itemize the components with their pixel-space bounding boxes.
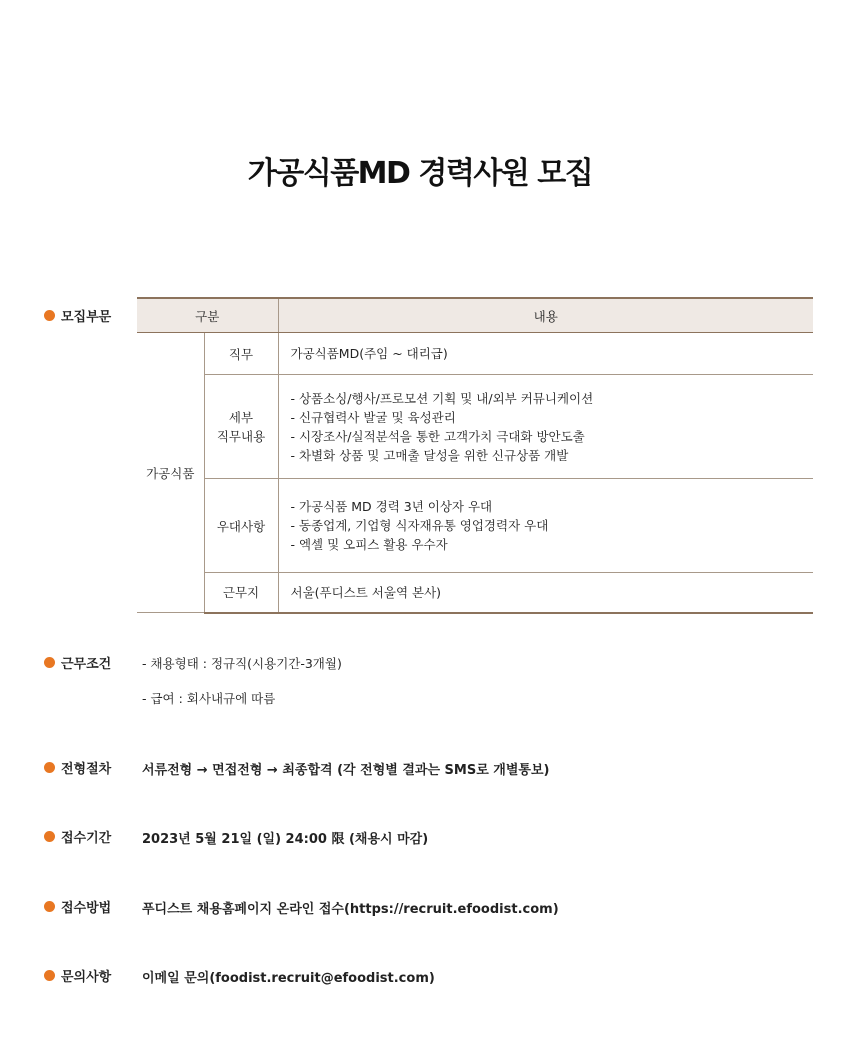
table-header-category: 구분 xyxy=(137,298,278,333)
table-row-label: 근무지 xyxy=(204,573,278,613)
table-header-row xyxy=(137,298,813,333)
period-label xyxy=(44,826,111,846)
bullet-dot-icon xyxy=(44,901,55,912)
table-row xyxy=(137,375,813,479)
period-value: 2023년 5월 21일 (일) 24:00 限 (채용시 마감) xyxy=(142,832,429,847)
table-row-content: 가공식품MD(주임 ~ 대리급) xyxy=(278,333,813,375)
method-label-text: 접수방법 xyxy=(61,900,112,916)
content-line: - 가공식품 MD 경력 3년 이상자 우대 xyxy=(290,499,493,514)
table-row-label: 우대사항 xyxy=(204,479,278,573)
bullet-dot-icon xyxy=(44,762,55,773)
page-title: 가공식품MD 경력사원 모집 xyxy=(247,156,593,191)
content-line: - 신규협력사 발굴 및 육성관리 xyxy=(290,409,456,425)
process-label xyxy=(44,757,111,777)
contact-value: 이메일 문의(foodist.recruit@efoodist.com) xyxy=(142,971,435,986)
table-row xyxy=(137,333,813,375)
table-row-label xyxy=(204,375,278,479)
label-line: 직무내용 xyxy=(216,428,266,444)
recruit-section-label xyxy=(44,305,111,325)
table-row xyxy=(137,573,813,613)
table-row-label: 직무 xyxy=(204,333,278,375)
recruit-section-label-text: 모집부문 xyxy=(61,309,112,325)
contact-label xyxy=(44,965,111,985)
process-value: 서류전형 → 면접전형 → 최종합격 (각 전형별 결과는 SMS로 개별통보) xyxy=(142,763,550,778)
work-conditions-label xyxy=(44,652,111,672)
bullet-dot-icon xyxy=(44,657,55,668)
bullet-dot-icon xyxy=(44,970,55,981)
table-row-content xyxy=(278,479,813,573)
content-line: - 차별화 상품 및 고매출 달성을 위한 신규상품 개발 xyxy=(290,447,569,463)
table-row xyxy=(137,479,813,573)
employment-type-text: - 채용형태 : 정규직(시용기간-3개월) xyxy=(142,656,342,671)
process-label-text: 전형절차 xyxy=(61,761,112,777)
bullet-dot-icon xyxy=(44,310,55,321)
table-row-content: 서울(푸디스트 서울역 본사) xyxy=(278,573,813,613)
salary-text: - 급여 : 회사내규에 따름 xyxy=(142,691,276,706)
content-line: - 상품소싱/행사/프로모션 기획 및 내/외부 커뮤니케이션 xyxy=(290,390,594,406)
table-row-content xyxy=(278,375,813,479)
job-table xyxy=(137,297,813,614)
content-line: - 엑셀 및 오피스 활용 우수자 xyxy=(290,537,448,552)
method-value: 푸디스트 채용홈페이지 온라인 접수(https://recruit.efoodist.com) xyxy=(142,902,559,917)
period-label-text: 접수기간 xyxy=(61,830,112,846)
method-label xyxy=(44,896,111,916)
bullet-dot-icon xyxy=(44,831,55,842)
label-line: 세부 xyxy=(228,409,254,425)
table-header-content: 내용 xyxy=(278,298,813,333)
contact-label-text: 문의사항 xyxy=(61,969,112,985)
content-line: - 시장조사/실적분석을 통한 고객가치 극대화 방안도출 xyxy=(290,428,585,444)
table-category-cell: 가공식품 xyxy=(137,333,204,613)
work-conditions-label-text: 근무조건 xyxy=(61,656,112,672)
content-line: - 동종업계, 기업형 식자재유통 영업경력자 우대 xyxy=(290,518,549,533)
